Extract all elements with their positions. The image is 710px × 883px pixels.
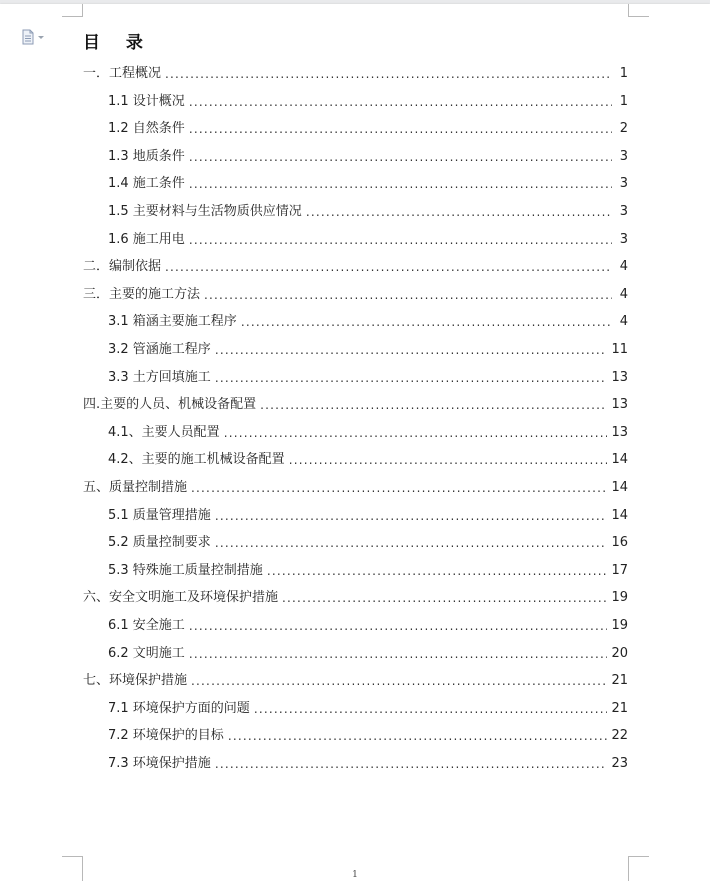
toc-leader-dots xyxy=(189,176,612,192)
toc-entry-label: 1.5 主要材料与生活物质供应情况 xyxy=(108,204,302,219)
toc-leader-dots xyxy=(228,728,608,744)
toc-entry[interactable] xyxy=(83,62,628,82)
toc-entry-page: 20 xyxy=(611,645,628,661)
toc-entry-page: 3 xyxy=(619,231,628,247)
toc-entry[interactable] xyxy=(108,504,628,524)
toc-entry[interactable] xyxy=(108,697,628,717)
toc-entry-label: 3.3 土方回填施工 xyxy=(108,369,211,385)
crop-mark-top-left xyxy=(62,4,83,17)
toc-entry[interactable] xyxy=(108,172,628,192)
toc-entry-page: 4 xyxy=(619,314,628,330)
toc-entry[interactable] xyxy=(83,283,628,303)
toc-entry-page: 22 xyxy=(611,728,628,744)
toc-entry-label: 4.2、主要的施工机械设备配置 xyxy=(108,452,285,468)
toc-entry[interactable] xyxy=(108,559,628,579)
toc-leader-dots xyxy=(241,314,612,330)
toc-entry-label: 4.1、主要人员配置 xyxy=(108,424,220,440)
toc-entry-label: 六、安全文明施工及环境保护措施 xyxy=(83,590,279,606)
toc-entry[interactable] xyxy=(108,752,628,772)
toc-entry-label: 二．编制依据 xyxy=(83,259,162,275)
toc-entry-page: 1 xyxy=(619,66,628,81)
toc-leader-dots xyxy=(215,342,608,358)
toc-entry-page: 13 xyxy=(611,397,628,413)
toc-entry-label: 四.主要的人员、机械设备配置 xyxy=(83,397,257,413)
toc-entry[interactable] xyxy=(108,338,628,358)
toc-leader-dots xyxy=(215,535,608,551)
toc-leader-dots xyxy=(282,590,607,606)
toc-entry-page: 19 xyxy=(611,590,628,606)
toc-entry-label: 3.1 箱涵主要施工程序 xyxy=(108,314,237,330)
toc-entry[interactable] xyxy=(108,421,628,441)
toc-entry-page: 21 xyxy=(611,673,628,689)
toc-leader-dots xyxy=(189,149,612,165)
toc-entry-page: 17 xyxy=(611,562,628,578)
toc-entry-label: 1.4 施工条件 xyxy=(108,176,185,192)
toc-entry-page: 4 xyxy=(619,286,628,302)
toc-entry-label: 三．主要的施工方法 xyxy=(83,286,201,302)
toc-entry[interactable] xyxy=(108,310,628,330)
toc-entry[interactable] xyxy=(108,228,628,248)
toc-leader-dots xyxy=(254,701,608,717)
toc-entry-label: 6.1 安全施工 xyxy=(108,618,185,633)
toc-entry-page: 19 xyxy=(611,618,628,633)
toc-entry-label: 1.3 地质条件 xyxy=(108,148,185,164)
toc-entry-page: 14 xyxy=(611,480,628,495)
toc-entry-page: 3 xyxy=(619,148,628,164)
toc-leader-dots xyxy=(191,673,607,689)
toc-entry-label: 6.2 文明施工 xyxy=(108,645,185,661)
toc-entry-label: 五、质量控制措施 xyxy=(83,480,188,495)
document-menu-icon[interactable] xyxy=(21,29,51,45)
crop-mark-top-right xyxy=(628,4,649,17)
toc-title: 目 录 xyxy=(83,33,153,53)
toc-entry-label: 七、环境保护措施 xyxy=(83,673,188,689)
toc-leader-dots xyxy=(189,618,608,634)
toc-entry-page: 13 xyxy=(611,424,628,440)
toc-entry[interactable] xyxy=(108,724,628,744)
toc-entry-page: 3 xyxy=(619,204,628,219)
toc-entry[interactable] xyxy=(83,669,628,689)
toc-entry-page: 14 xyxy=(611,507,628,523)
toc-entry[interactable] xyxy=(108,448,628,468)
document-page xyxy=(0,4,710,883)
toc-entry-page: 16 xyxy=(611,535,628,551)
toc-entry-page: 11 xyxy=(611,342,628,357)
page-number: 1 xyxy=(352,870,358,880)
toc-entry-label: 1.6 施工用电 xyxy=(108,231,185,247)
toc-entry-page: 3 xyxy=(619,176,628,192)
toc-leader-dots xyxy=(306,204,612,220)
toc-entry[interactable] xyxy=(108,531,628,551)
toc-entry-label: 一．工程概况 xyxy=(83,66,162,81)
toc-leader-dots xyxy=(224,425,608,441)
toc-entry-page: 21 xyxy=(611,700,628,716)
toc-leader-dots xyxy=(215,756,608,772)
toc-entry-label: 1.1 设计概况 xyxy=(108,93,185,109)
toc-leader-dots xyxy=(189,94,612,110)
toc-entry-page: 14 xyxy=(611,452,628,468)
toc-entry-page: 13 xyxy=(611,369,628,385)
toc-entry[interactable] xyxy=(108,614,628,634)
toc-entry[interactable] xyxy=(108,200,628,220)
toc-entry[interactable] xyxy=(108,366,628,386)
toc-entry[interactable] xyxy=(108,145,628,165)
toc-leader-dots xyxy=(260,397,607,413)
toc-entry[interactable] xyxy=(83,586,628,606)
toc-entry[interactable] xyxy=(108,117,628,137)
toc-leader-dots xyxy=(189,646,608,662)
toc-leader-dots xyxy=(189,232,612,248)
toc-leader-dots xyxy=(289,452,608,468)
toc-entry[interactable] xyxy=(108,642,628,662)
toc-leader-dots xyxy=(165,66,612,82)
toc-entry-label: 5.1 质量管理措施 xyxy=(108,507,211,523)
toc-entry-label: 1.2 自然条件 xyxy=(108,121,185,137)
toc-entry[interactable] xyxy=(83,255,628,275)
toc-entry[interactable] xyxy=(83,393,628,413)
toc-leader-dots xyxy=(267,563,608,579)
toc-leader-dots xyxy=(215,370,608,386)
toc-entry-label: 7.3 环境保护措施 xyxy=(108,756,211,771)
toc-entry-page: 4 xyxy=(619,259,628,275)
toc-entry-page: 2 xyxy=(619,121,628,137)
toc-entry-label: 3.2 管涵施工程序 xyxy=(108,342,211,357)
toc-leader-dots xyxy=(191,480,607,496)
toc-entry-label: 5.3 特殊施工质量控制措施 xyxy=(108,562,263,578)
toc-leader-dots xyxy=(165,259,612,275)
toc-entry-page: 1 xyxy=(619,93,628,109)
toc-entry-page: 23 xyxy=(611,756,628,771)
toc-entry[interactable] xyxy=(83,476,628,496)
toc-entry-label: 7.1 环境保护方面的问题 xyxy=(108,700,250,716)
toc-leader-dots xyxy=(204,287,612,303)
toc-entry-label: 5.2 质量控制要求 xyxy=(108,535,211,551)
toc-leader-dots xyxy=(189,121,612,137)
toc-entry-label: 7.2 环境保护的目标 xyxy=(108,728,224,744)
toc-leader-dots xyxy=(215,508,608,524)
toc-entry[interactable] xyxy=(108,90,628,110)
